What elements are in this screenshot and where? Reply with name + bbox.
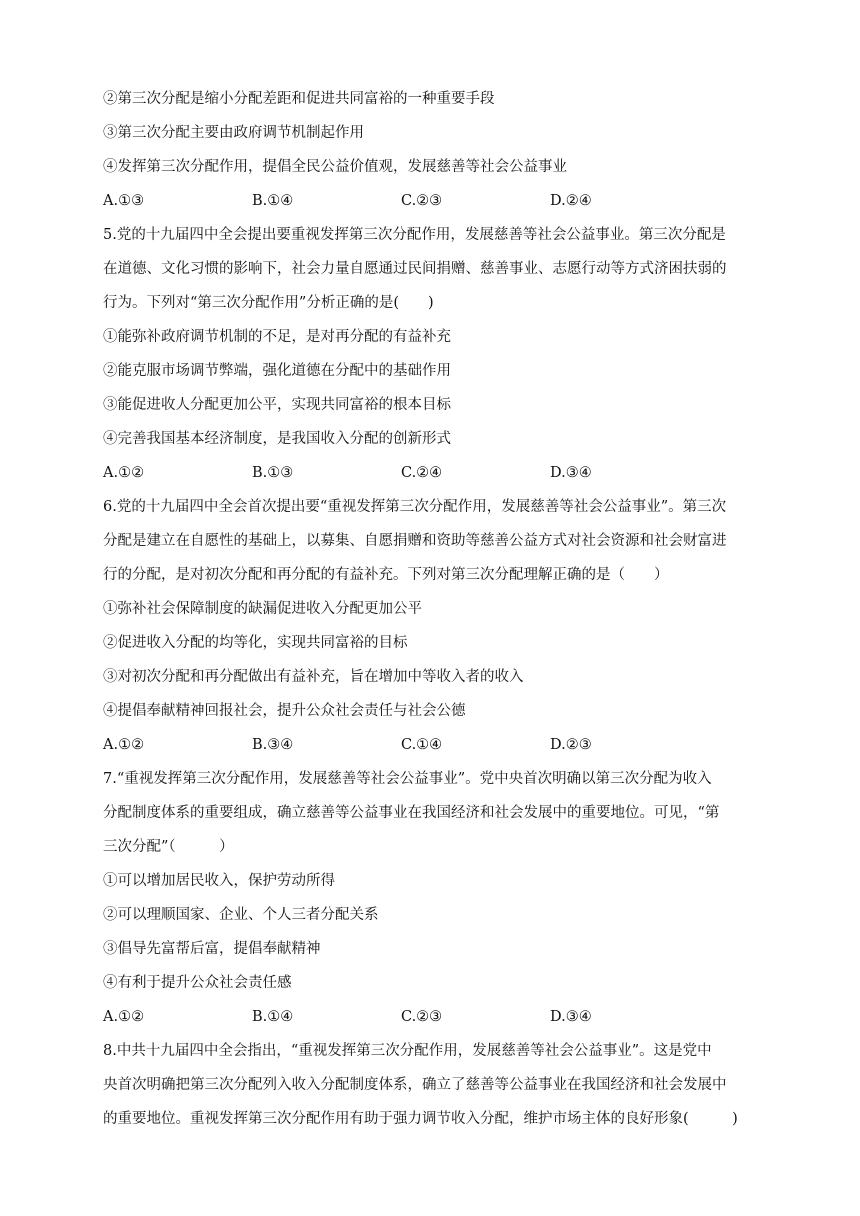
- q7-item-4: ④有利于提升公众社会责任感: [103, 975, 292, 991]
- q5-item-3: ③能促进收人分配更加公平，实现共同富裕的根本目标: [103, 397, 451, 413]
- q7-options: [103, 1000, 763, 1034]
- q5-option-b: B.①③: [252, 465, 294, 481]
- q7-stem-line: 三次分配”（ ）: [103, 839, 234, 855]
- question-5: [103, 218, 763, 490]
- q4-item-2: ②第三次分配是缩小分配差距和促进共同富裕的一种重要手段: [103, 91, 495, 107]
- q4-option-b: B.①④: [252, 193, 294, 209]
- q6-item-1: ①弥补社会保障制度的缺漏促进收入分配更加公平: [103, 601, 422, 617]
- q5-stem-line: 在道德、文化习惯的影响下，社会力量自愿通过民间捐赠、慈善事业、志愿行动等方式济困扶弱的: [103, 261, 727, 277]
- q7-option-d: D.③④: [550, 1009, 592, 1025]
- q6-item-2: ②促进收入分配的均等化，实现共同富裕的目标: [103, 635, 408, 651]
- q8-stem-line: 央首次明确把第三次分配列入收入分配制度体系，确立了慈善等公益事业在我国经济和社会发展中: [103, 1077, 727, 1093]
- q7-item-2: ②可以理顺国家、企业、个人三者分配关系: [103, 907, 379, 923]
- q6-options: [103, 728, 763, 762]
- q7-option-b: B.①④: [252, 1009, 294, 1025]
- q4-item-4: ④发挥第三次分配作用，提倡全民公益价值观，发展慈善等社会公益事业: [103, 159, 567, 175]
- q4-option-d: D.②④: [550, 193, 592, 209]
- q7-stem-line: 分配制度体系的重要组成，确立慈善等公益事业在我国经济和社会发展中的重要地位。可见，“第: [103, 805, 720, 821]
- q6-option-d: D.②③: [550, 737, 592, 753]
- q7-option-a: A.①②: [103, 1009, 145, 1025]
- q7-item-1: ①可以增加居民收入，保护劳动所得: [103, 873, 335, 889]
- question-7: [103, 762, 763, 1034]
- q4-options: [103, 184, 763, 218]
- q4-item-3: ③第三次分配主要由政府调节机制起作用: [103, 125, 364, 141]
- question-6: [103, 490, 763, 762]
- q5-item-1: ①能弥补政府调节机制的不足，是对再分配的有益补充: [103, 329, 451, 345]
- q6-stem-line: 6.党的十九届四中全会首次提出要“重视发挥第三次分配作用，发展慈善等社会公益事业”。第三次: [103, 499, 727, 515]
- q6-stem-line: 分配是建立在自愿性的基础上，以募集、自愿捐赠和资助等慈善公益方式对社会资源和社会财富进: [103, 533, 727, 549]
- q5-options: [103, 456, 763, 490]
- question-4-tail: [103, 82, 763, 218]
- q6-option-c: C.①④: [401, 737, 443, 753]
- q4-option-c: C.②③: [401, 193, 443, 209]
- question-8: [103, 1034, 763, 1136]
- q8-stem-line: 的重要地位。重视发挥第三次分配作用有助于强力调节收入分配，维护市场主体的良好形象( ): [103, 1111, 738, 1127]
- q6-item-3: ③对初次分配和再分配做出有益补充，旨在增加中等收入者的收入: [103, 669, 524, 685]
- q7-option-c: C.②③: [401, 1009, 443, 1025]
- q5-item-4: ④完善我国基本经济制度，是我国收入分配的创新形式: [103, 431, 451, 447]
- q7-stem-line: 7.“重视发挥第三次分配作用，发展慈善等社会公益事业”。党中央首次明确以第三次分配为收入: [103, 771, 712, 787]
- q5-stem-line: 5.党的十九届四中全会提出要重视发挥第三次分配作用，发展慈善等社会公益事业。第三次分配是: [103, 227, 726, 243]
- q6-stem-line: 行的分配，是对初次分配和再分配的有益补充。下列对第三次分配理解正确的是（ ）: [103, 567, 669, 583]
- q7-item-3: ③倡导先富帮后富，提倡奉献精神: [103, 941, 321, 957]
- q5-option-c: C.②④: [401, 465, 443, 481]
- q5-item-2: ②能克服市场调节弊端，强化道德在分配中的基础作用: [103, 363, 451, 379]
- q6-option-b: B.③④: [252, 737, 294, 753]
- q4-option-a: A.①③: [103, 193, 145, 209]
- q6-option-a: A.①②: [103, 737, 145, 753]
- q5-stem-line: 行为。下列对“第三次分配作用”分析正确的是( ): [103, 295, 434, 311]
- document-page: [103, 82, 763, 1136]
- q8-stem-line: 8.中共十九届四中全会指出，“重视发挥第三次分配作用，发展慈善等社会公益事业”。这是党中: [103, 1043, 712, 1059]
- q5-option-d: D.③④: [550, 465, 592, 481]
- q5-option-a: A.①②: [103, 465, 145, 481]
- q6-item-4: ④提倡奉献精神回报社会，提升公众社会责任与社会公德: [103, 703, 466, 719]
